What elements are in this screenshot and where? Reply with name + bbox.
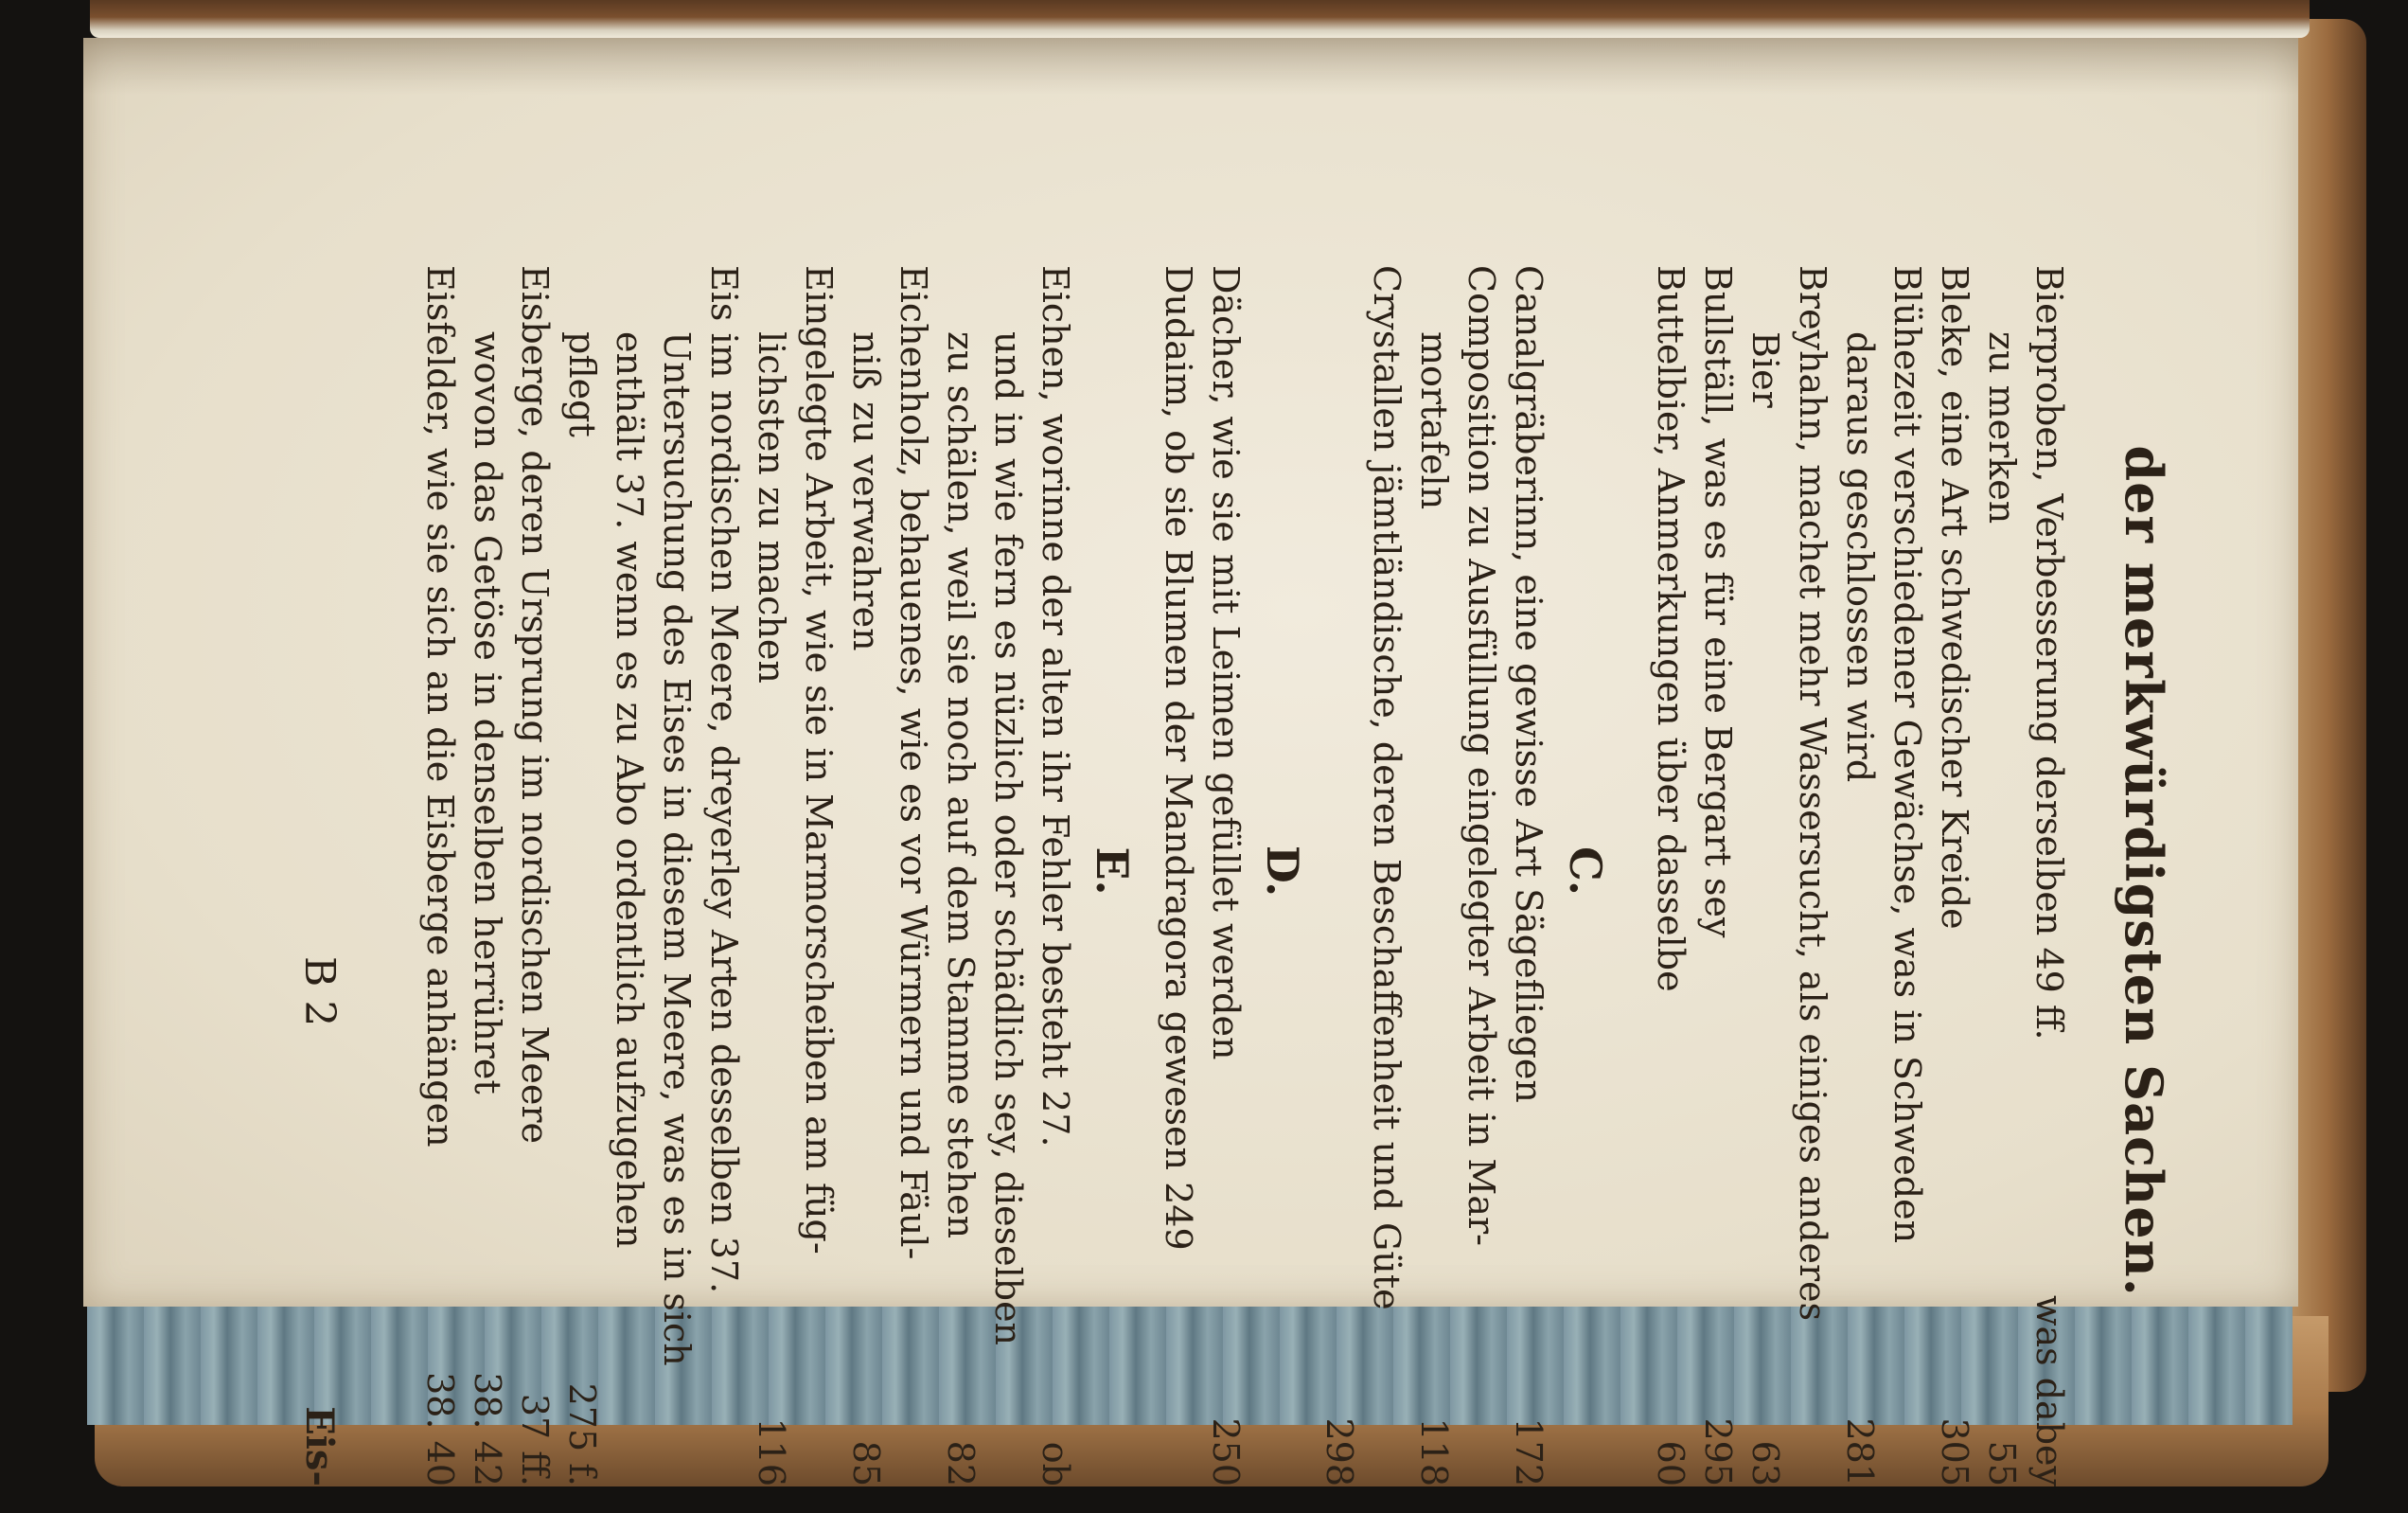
entry-text: Canalgräberinn, eine gewisse Art Sägefliegen — [1508, 265, 1549, 1103]
entry-page: ob — [1035, 1441, 1076, 1486]
entry-continuation: zu merken — [1981, 331, 2023, 525]
entry-continuation: niß zu verwahren — [845, 331, 887, 651]
entry-page: 172 — [1508, 1417, 1549, 1486]
entry-page: 298 — [1319, 1417, 1360, 1486]
entry-page: 37 ff. — [514, 1393, 556, 1486]
entry-page: 38. 42 — [467, 1372, 508, 1486]
entry-page: 275 f. — [561, 1382, 603, 1486]
entry-page: 63 — [1744, 1440, 1786, 1486]
book-spine — [90, 0, 2310, 38]
entry-continuation: daraus geschlossen wird — [1839, 331, 1881, 783]
entry-text: Bleke, eine Art schwedischer Kreide — [1934, 265, 1975, 930]
entry-text: zu schälen, weil sie noch auf dem Stamme stehen — [940, 331, 982, 1239]
entry-text: Composition zu Ausfüllung eingelegter Arbeit in Mar- — [1461, 265, 1502, 1246]
catchword: Eis- — [297, 1406, 342, 1486]
signature-mark: B 2 — [295, 956, 344, 1027]
entry-page: 60 — [1650, 1440, 1691, 1486]
entry-text: Eisberge, deren Ursprung im nordischen Meere — [514, 265, 556, 1144]
entry-text: Blühezeit verschiedener Gewächse, was in Schweden — [1886, 265, 1928, 1244]
entry-page: 281 — [1839, 1417, 1881, 1486]
entry-page: 55 — [1981, 1440, 2023, 1486]
entry-text: Eichenholz, behauenes, wie es vor Würmern und Fäul- — [893, 265, 934, 1260]
entry-text: Eichen, worinne der alten ihr Fehler besteht 27. — [1035, 265, 1076, 1148]
section-letter-d: D. — [1257, 845, 1308, 898]
entry-page: 116 — [751, 1417, 792, 1486]
entry-page: 82 — [940, 1440, 982, 1486]
entry-text: Dudaim, ob sie Blumen der Mandragora gewesen 249 — [1158, 265, 1199, 1251]
entry-page: 38. 40 — [419, 1372, 461, 1486]
entry-page: 305 — [1934, 1417, 1975, 1486]
entry-continuation: mortafeln — [1413, 331, 1455, 510]
entry-page: was dabey — [2028, 1294, 2070, 1486]
entry-text: Dächer, wie sie mit Leimen gefüllet werden — [1205, 265, 1247, 1060]
entry-page: 85 — [845, 1440, 887, 1486]
entry-text: Crystallen jämtländische, deren Beschaffenheit und Güte — [1366, 265, 1408, 1310]
entry-text: Buttelbier, Anmerkungen über dasselbe — [1650, 265, 1691, 992]
page-heading: der merkwürdigsten Sachen. — [2114, 445, 2174, 1297]
entry-text: Eis im nordischen Meere, dreyerley Arten desselben 37. — [703, 265, 745, 1294]
entry-page: 118 — [1413, 1417, 1455, 1486]
entry-continuation: Untersuchung des Eises in diesem Meere, was es in sich — [656, 331, 698, 1366]
section-letter-e: E. — [1087, 846, 1138, 896]
entry-text: Eingelegte Arbeit, wie sie in Marmorscheiben am füg- — [798, 265, 840, 1255]
entry-text: Breyhahn, machet mehr Wassersucht, als einiges anderes — [1792, 265, 1833, 1322]
entry-text: Eisfelder, wie sie sich an die Eisberge anhängen — [419, 265, 461, 1148]
entry-continuation: wovon das Getöse in denselben herrühret — [467, 331, 508, 1095]
page-text — [274, 265, 2174, 1486]
entry-text: Bierproben, Verbesserung derselben 49 ff. — [2028, 265, 2070, 1041]
entry-continuation: pflegt — [561, 331, 603, 437]
entry-text: enthält 37. wenn es zu Abo ordentlich aufzugehen — [609, 331, 650, 1249]
entry-page: 250 — [1205, 1417, 1247, 1486]
entry-text: Bullställ, was es für eine Bergart sey — [1697, 265, 1739, 938]
entry-continuation: Bier — [1744, 331, 1786, 408]
entry-continuation: und in wie fern es nüzlich oder schädlich sey, dieselben — [987, 331, 1029, 1346]
entry-continuation: lichsten zu machen — [751, 331, 792, 684]
section-letter-c: C. — [1560, 846, 1611, 896]
gutter-shadow — [83, 38, 2298, 95]
entry-page: 295 — [1697, 1417, 1739, 1486]
